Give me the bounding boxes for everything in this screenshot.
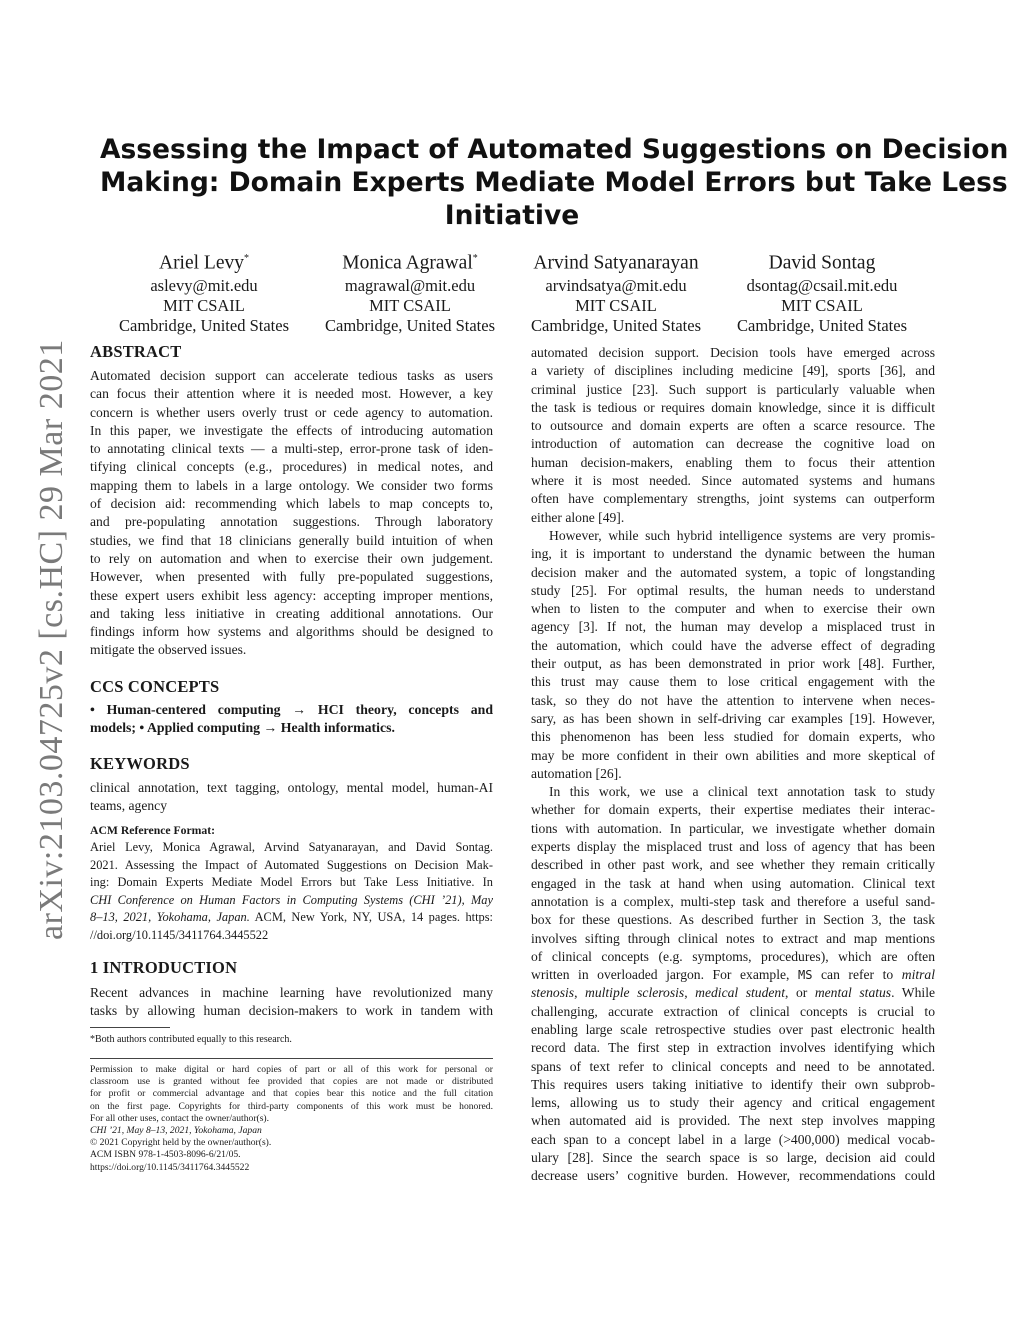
abstract-line: In this paper, we investigate the effects of introducing automation <box>90 422 493 438</box>
abstract-line: concern is whether users overly trust or cede agency to automation. <box>90 404 493 420</box>
body-line: record data. The first step in extraction involves identifying which <box>531 1040 935 1056</box>
body-line: task, so they do not have the attention to intervene when neces- <box>531 692 935 708</box>
footnote: *Both authors contributed equally to this research. <box>90 1034 292 1045</box>
body-line: ulary [28]. Since the search space is so large, decision aid could <box>531 1150 935 1166</box>
body-line: each span to a concept label in a large (>400,000) medical vocab- <box>531 1131 935 1147</box>
introduction-line: Recent advances in machine learning have revolutionized many <box>90 985 493 1000</box>
body-line: described in other past work, and see whether they remain critically <box>531 857 935 873</box>
inline-emphasis: medical student <box>695 985 785 1001</box>
abstract-line: to annotating clinical texts — a multi-step, error-prone task of iden- <box>90 441 493 457</box>
author-location: Cambridge, United States <box>324 315 495 335</box>
author-block <box>719 247 925 336</box>
body-line: may be more confident in their own abilities and more skeptical of <box>531 747 935 763</box>
doi-link[interactable]: https://doi.org/10.1145/3411764.3445522 <box>90 1161 250 1173</box>
acm-reference-line <box>90 909 493 927</box>
permission-line: for profit or commercial advantage and that copies bear this notice and the full citation <box>90 1088 493 1100</box>
inline-text: , <box>684 985 696 1001</box>
author-block <box>307 247 513 336</box>
author-location: Cambridge, United States <box>530 315 701 335</box>
ccs-line: models; • Applied computing → Health informatics. <box>90 720 395 736</box>
inline-emphasis: mitral <box>901 967 935 983</box>
abstract-line: and taking less initiative in creating additional annotations. Our <box>90 605 493 621</box>
author-email: arvindsatya@mit.edu <box>545 275 687 295</box>
body-line: automation [26]. <box>531 765 622 781</box>
right-column <box>531 344 935 1186</box>
abstract-line: studies, we find that 18 clinicians generally build intuition of when <box>90 532 493 548</box>
introduction-line: tasks by allowing human decision-makers to work in tandem with <box>90 1003 493 1019</box>
abstract-line: findings inform how systems and algorithms should be designed to <box>90 624 493 640</box>
author-location: Cambridge, United States <box>118 315 289 335</box>
permission-line: Permission to make digital or hard copies of part or all of this work for personal or <box>90 1064 493 1075</box>
isbn: ACM ISBN 978-1-4503-8096-6/21/05. <box>90 1149 241 1161</box>
copyright-notice: © 2021 Copyright held by the owner/author(s). <box>90 1137 272 1149</box>
author-location: Cambridge, United States <box>736 315 907 335</box>
title-line: Making: Domain Experts Mediate Model Errors but Take Less <box>100 167 1008 198</box>
author-email: aslevy@mit.edu <box>150 275 258 295</box>
body-line: spans of text refer to clinical concepts and need to be annotated. <box>531 1058 935 1074</box>
body-line: where it is most needed. Since automated systems and humans <box>531 473 935 489</box>
title-line: Initiative <box>444 200 580 231</box>
body-line: to outsource and domain experts are often a scarce resource. The <box>531 418 935 434</box>
abstract-line: However, when presented with fully pre-populated suggestions, <box>90 569 493 585</box>
footnote-rule <box>90 1027 170 1028</box>
inline-text: , <box>574 985 586 1001</box>
acm-reference-line: ing: Domain Experts Mediate Model Errors but Take Less Initiative. In <box>90 875 493 890</box>
body-line: In this work, we use a clinical text annotation task to study <box>549 784 935 800</box>
paragraph-1 <box>531 344 935 527</box>
permission-line: classroom use is granted without fee provided that copies are not made or distributed <box>90 1076 493 1088</box>
introduction-heading: 1 INTRODUCTION <box>90 958 238 977</box>
body-line: ing, it is important to understand the dynamic between the human <box>531 546 935 562</box>
keywords-line: teams, agency <box>90 798 167 814</box>
inline-text: can refer to <box>812 967 902 983</box>
body-line: This requires users taking initiative to identify their own subprob- <box>531 1076 935 1092</box>
inline-emphasis: stenosis <box>531 985 575 1001</box>
body-line: experts display the misplaced trust and loss of agency that has been <box>531 839 935 855</box>
body-line: when to listen to the computer and when to exercise their own <box>531 601 935 617</box>
body-line: this trust may cause them to lose critical engagement with the <box>531 674 935 690</box>
body-line: whether for domain experts, their expertise mediates their interac- <box>531 802 935 818</box>
keywords-body <box>90 779 493 816</box>
body-line: engaged in the task at hand when using automation. Clinical text <box>531 875 935 891</box>
abstract-line: these expert users exhibit less agency: accepting improper mentions, <box>90 587 493 603</box>
body-line: introduction of automation can decrease the cognitive load on <box>531 436 935 452</box>
inline-text: written in overloaded jargon. For example, <box>531 967 798 983</box>
acm-reference-publisher: ACM, New York, NY, USA, 14 pages. https: <box>249 910 493 925</box>
permission-line: on the first page. Copyrights for third-party components of this work must be honored. <box>90 1100 493 1112</box>
body-line: a variety of disciplines including medicine [49], sports [36], and <box>531 363 935 379</box>
keywords-heading: KEYWORDS <box>90 754 190 773</box>
inline-emphasis: mental status <box>814 985 892 1001</box>
author-affiliation: MIT CSAIL <box>163 295 245 315</box>
body-line: challenging, accurate extraction of clinical concepts is crucial to <box>531 1003 935 1019</box>
abstract-line: mitigate the observed issues. <box>90 642 247 658</box>
conference-venue: CHI ’21, May 8–13, 2021, Yokohama, Japan <box>90 1125 262 1137</box>
abstract-line: Automated decision support can accelerate tedious tasks as users <box>90 368 493 383</box>
permission-rule <box>90 1058 493 1059</box>
arxiv-identifier: arXiv:2103.04725v2 [cs.HC] 29 Mar 2021 <box>33 339 70 940</box>
keywords-line: clinical annotation, text tagging, ontology, mental model, human-AI <box>90 780 493 795</box>
paragraph-2 <box>531 527 935 783</box>
body-line: enabling large scale retrospective studies over past electronic health <box>531 1021 935 1037</box>
permission-line: For all other uses, contact the owner/author(s). <box>90 1112 270 1124</box>
ccs-line: • Human-centered computing → HCI theory, concepts and <box>90 702 493 717</box>
body-line: the task is tedious or requires domain knowledge, since it is difficult <box>531 399 935 415</box>
body-line: decision maker and the automated system, a topic of longstanding <box>531 564 935 580</box>
author-affiliation: MIT CSAIL <box>781 295 863 315</box>
author-email: magrawal@mit.edu <box>344 275 476 295</box>
body-line: study [25]. For optimal results, the human needs to understand <box>531 582 935 598</box>
body-line: However, while such hybrid intelligence systems are very promis- <box>549 527 935 543</box>
body-line: sary, as has been shown in self-driving car examples [19]. However, <box>531 710 935 726</box>
title-line: Assessing the Impact of Automated Suggestions on Decision <box>100 134 1009 165</box>
body-line: automated decision support. Decision tools have emerged across <box>531 345 935 360</box>
equal-contribution-mark: * <box>244 253 249 264</box>
body-line <box>531 984 935 1002</box>
abstract-line: to rely on automation and when to exercise their own judgement. <box>90 550 493 566</box>
body-line: annotation is a complex, multi-step task and therefore a useful sand- <box>531 893 935 909</box>
acm-reference-heading: ACM Reference Format: <box>90 824 216 837</box>
author-email: dsontag@csail.mit.edu <box>746 275 898 295</box>
permission-block <box>90 1064 493 1174</box>
abstract-body <box>90 367 493 660</box>
introduction-body <box>90 984 493 1021</box>
acm-reference-line: Ariel Levy, Monica Agrawal, Arvind Satyanarayan, and David Sontag. <box>90 840 493 854</box>
acm-reference-line <box>90 892 493 910</box>
paragraph-3 <box>531 783 935 1186</box>
body-line: involves sifting through clinical notes to extract and map mentions <box>531 930 935 946</box>
abstract-heading: ABSTRACT <box>90 342 182 361</box>
author-affiliation: MIT CSAIL <box>575 295 657 315</box>
ccs-heading: CCS CONCEPTS <box>90 677 220 696</box>
equal-contribution-mark: * <box>472 253 478 264</box>
body-line: either alone [49]. <box>531 509 625 525</box>
acm-reference-venue: CHI Conference on Human Factors in Computing Systems (CHI ’21), May <box>90 892 493 907</box>
acm-reference-body <box>90 839 493 945</box>
abstract-line: mapping them to labels in a large ontology. We consider two forms <box>90 477 493 493</box>
body-line: often have complementary strengths, joint systems can outperform <box>531 491 935 507</box>
body-line: their output, as has been demonstrated in prior work [48]. Further, <box>531 656 935 672</box>
body-line: this phenomenon has been less studied for domain experts, who <box>531 729 935 745</box>
author-block <box>513 247 719 336</box>
body-line: human decision-makers, enabling them to focus their attention <box>531 454 935 470</box>
abstract-line: can focus their attention where it is needed most. However, a key <box>90 386 493 402</box>
inline-code-ms: MS <box>798 968 813 983</box>
body-line: when automated aid is provided. The next step involves mapping <box>531 1113 935 1129</box>
author-name: Monica Agrawal <box>342 252 473 274</box>
inline-text: . While <box>891 985 936 1001</box>
abstract-line: tifying clinical concepts (e.g., procedures) in medical notes, and <box>90 459 493 475</box>
body-line: of clinical concepts (e.g. symptoms, procedures), which are often <box>531 948 935 964</box>
acm-reference-line: 2021. Assessing the Impact of Automated Suggestions on Decision Mak- <box>90 857 493 872</box>
body-line: box for these questions. As described further in Section 3, the task <box>531 912 935 928</box>
body-line: agency [3]. If not, the human may develop a misplaced trust in <box>531 619 935 635</box>
acm-reference-venue-date: 8–13, 2021, Yokohama, Japan. <box>90 910 250 925</box>
author-name: Ariel Levy <box>158 252 244 274</box>
author-name: Arvind Satyanarayan <box>533 252 699 274</box>
abstract-line: and pre-populating annotation suggestions. Through laboratory <box>90 514 493 530</box>
body-line: lems, allowing us to study their agency and critical engagement <box>531 1095 935 1111</box>
author-name: David Sontag <box>768 252 876 274</box>
body-line: decrease users’ cognitive burden. However, recommendations could <box>531 1168 935 1184</box>
inline-emphasis: multiple sclerosis <box>585 985 685 1001</box>
body-line: the automation, which could have the adverse effect of degrading <box>531 637 935 653</box>
body-line <box>531 966 935 984</box>
ccs-body <box>90 701 493 738</box>
abstract-line: of decision aid: recommending which labels to map concepts to, <box>90 496 493 512</box>
inline-text: , or <box>785 985 815 1001</box>
acm-reference-doi[interactable]: //doi.org/10.1145/3411764.3445522 <box>90 927 269 942</box>
author-block <box>101 247 307 336</box>
paper-title <box>100 133 1009 232</box>
body-line: criminal justice [23]. Such support is particularly valuable when <box>531 381 935 397</box>
body-line: tions with automation. In particular, we investigate whether domain <box>531 820 935 836</box>
author-affiliation: MIT CSAIL <box>369 295 451 315</box>
